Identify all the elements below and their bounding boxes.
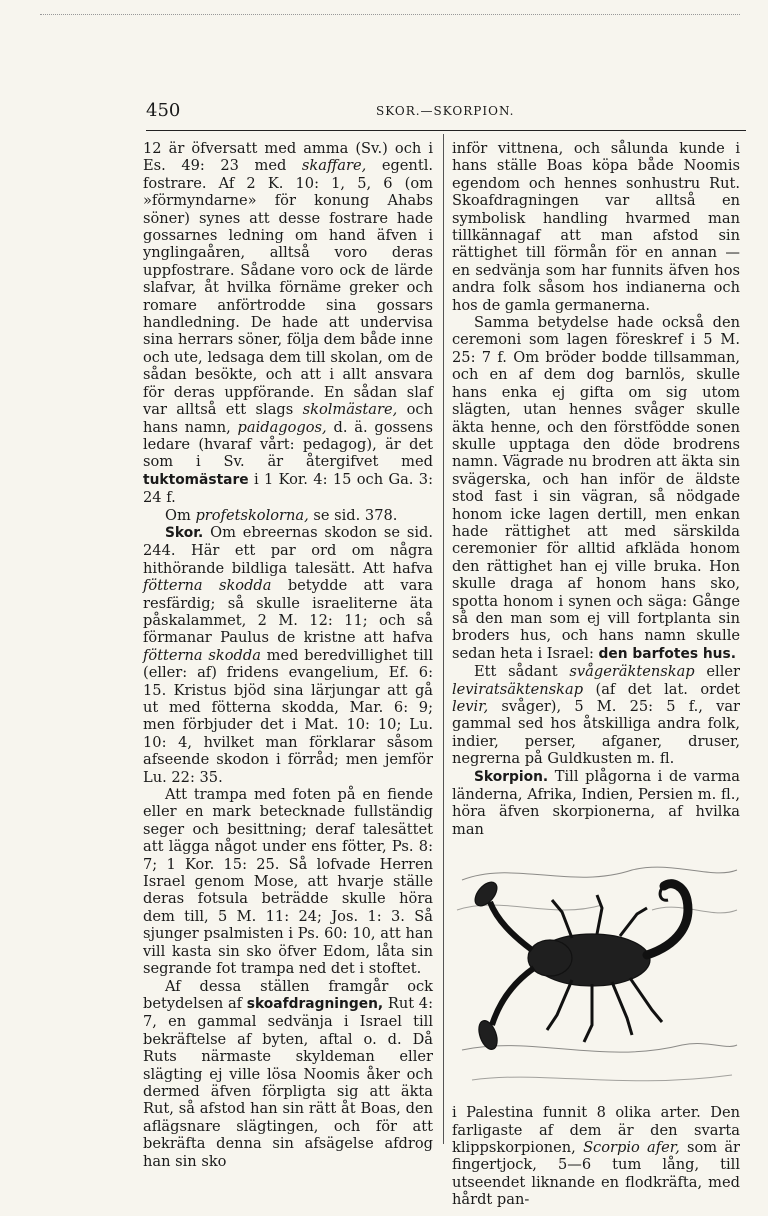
paragraph [143, 978, 433, 1170]
text: med beredvillighet till (eller: af) fridens evangelium, Ef. 6: 15. Kristus bjöd sina lärjungar att gå ut med fötterna skodda, Mar. 6: 9; men förbjuder det i Mat. 10: 10; Lu. 10: 4, hvilket man förklarar såsom afseende skodon i förråd; men jemför Lu. 22: 35. [143, 646, 433, 786]
text: svåger), 5 M. 25: 5 f., var gammal sed hos åtskilliga andra folk, indier, perser, afganer, druser, negrerna på Guldkusten m. fl. [452, 698, 740, 768]
scorpion-engraving [452, 850, 740, 1096]
text: i 1 Kor. 4: 15 och Ga. 3: 24 f. [143, 470, 433, 507]
italic-term: paidagogos, [237, 418, 327, 436]
italic-term: skolmästare, [302, 401, 398, 419]
paragraph [452, 663, 740, 767]
text: och hans namn, [143, 401, 433, 436]
header-rule [146, 130, 746, 131]
right-column [452, 140, 740, 1209]
text: se sid. 378. [308, 506, 398, 524]
italic-term: svågeräktenskap [569, 663, 695, 681]
italic-term: leviratsäktenskap [452, 680, 584, 698]
text: som är fingertjock, 5—6 tum lång, till utseendet liknande en flodkräfta, med hårdt pan- [452, 1139, 740, 1209]
text: betydde att vara resfärdig; så skulle israeliterne äta påskalammet, 2 M. 12: 11; och så förmanar Paulus de kristne att hafva [143, 577, 433, 647]
paragraph [143, 140, 433, 507]
text: Ett sådant [474, 663, 570, 681]
top-edge-line [40, 14, 740, 16]
text: Samma betydelse hade också den ceremoni som lagen föreskref i 5 M. 25: 7 f. Om bröder bodde tillsamman, och en af dem dog barnlös, skulle hans enka ej gifta om sig utom slägten, utan hennes svåger skulle äkta henne, och den förstfödde sonen skulle upptaga den döde brodrens namn. Vägrade nu brodren att äkta sin svägerska, och han inför de äldste stod fast i sin vägran, så nödgade honom icke lagen dertill, men enkan hade rättighet att med särskilda ceremonier för alltid afkläda honom den rättighet han ej ville bruka. Hon skulle draga af honom hans sko, spotta honom i synen och säga: Gånge så den man som ej vill fortplanta sin broders hus, och hans namn skulle sedan heta i Israel: [452, 314, 740, 662]
text: Till plågorna i de varma länderna, Afrika, Indien, Persien m. fl., höra äfven skorpionerna, af hvilka man [452, 767, 740, 838]
italic-term: profetskolorna, [195, 506, 309, 524]
text: Rut 4: 7, en gammal sedvänja i Israel till bekräftelse af byten, aftal o. d. Då Ruts närmaste skyldeman eller slägting ej ville lösa Noomis åker och dermed äfven förpligta sig att äkta Rut, så afstod han sin rätt åt Boas, den aflägsnare slägtingen, och för att bekräfta denna sin afsägelse afdrog han sin sko [143, 994, 434, 1170]
text: 12 är öfversatt med amma (Sv.) och i Es. 49: 23 med [143, 140, 433, 175]
text: Om [165, 506, 196, 524]
italic-term: skaffare, [301, 157, 367, 175]
paragraph: inför vittnena, och sålunda kunde i hans ställe Boas köpa både Noomis egendom och hennes sonhustru Rut. Skoafdragningen var alltså en symbolisk handling hvarmed man tillkännagaf att man afstod sin rättighet till förmån för en annan — en sedvänja som har funnits äfven hos andra folk såsom hos indianerna och hos de gamla germanerna. [452, 140, 740, 314]
italic-term: levir, [452, 698, 489, 715]
text: d. ä. gossens ledare (hvaraf vårt: pedagog), är det som i Sv. är återgifvet med [143, 418, 433, 471]
entry-skorpion [452, 768, 740, 839]
text: egentl. fostrare. Af 2 K. 10: 1, 5, 6 (om »förmyndarne» för konung Ahabs söner) synes att desse fostrare hade gossarnes ledning om hand äfven i ynglingaåren, alltså voro deras uppfostrare. Sådane voro ock de lärde slafvar, åt hvilka förnäme greker och romare anförtrodde sina gossars handledning. De hade att undervisa sina herrars söner, följa dem både inne och ute, ledsaga dem till skolan, om de sådan besökte, och att i allt ansvara för deras uppförande. En sådan slaf var alltså ett slags [143, 157, 433, 419]
running-head: SKOR.—SKORPION. [376, 104, 515, 118]
scorpion-illustration [452, 850, 740, 1096]
bold-term: den barfotes hus. [598, 645, 736, 662]
page-header [146, 96, 746, 124]
italic-term: fötterna skodda [143, 577, 272, 595]
paragraph [452, 1104, 740, 1208]
text: (af det lat. ordet [583, 680, 740, 698]
text: eller [694, 663, 740, 681]
entry-skor [143, 524, 433, 786]
entry-headword: Skor. [165, 524, 204, 541]
text: Om ebreernas skodon se sid. 244. Här ett par ord om några hithörande bildliga talesätt. Att hafva [143, 523, 433, 577]
entry-headword: Skorpion. [474, 768, 549, 785]
bold-term: skoafdragningen, [246, 995, 384, 1012]
italic-term: fötterna skodda [143, 646, 261, 664]
bold-term: tuktomästare [143, 471, 249, 488]
column-divider [443, 134, 444, 1144]
text: Af dessa ställen framgår ock betydelsen af [143, 977, 433, 1012]
paragraph: Att trampa med foten på en fiende eller en mark betecknade fullständig seger och besittning; deraf talesättet att lägga något under ens fötter, Ps. 8: 7; 1 Kor. 15: 25. Så lofvade Herren Israel genom Mose, att hvarje ställe deras fotsula beträdde skulle höra dem till, 5 M. 11: 24; Jos. 1: 3. Så sjunger psalmisten i Ps. 60: 10, att han vill kasta sin sko öfver Edom, låta sin segrande fot trampa ned det i stoftet. [143, 786, 433, 978]
italic-term: Scorpio afer, [583, 1139, 680, 1157]
page-number: 450 [146, 100, 181, 121]
paragraph [452, 314, 740, 663]
left-column [143, 140, 433, 1170]
text: i Palestina funnit 8 olika arter. Den farligaste af dem är den svarta klippskorpionen, [452, 1104, 740, 1157]
paragraph [143, 507, 433, 524]
